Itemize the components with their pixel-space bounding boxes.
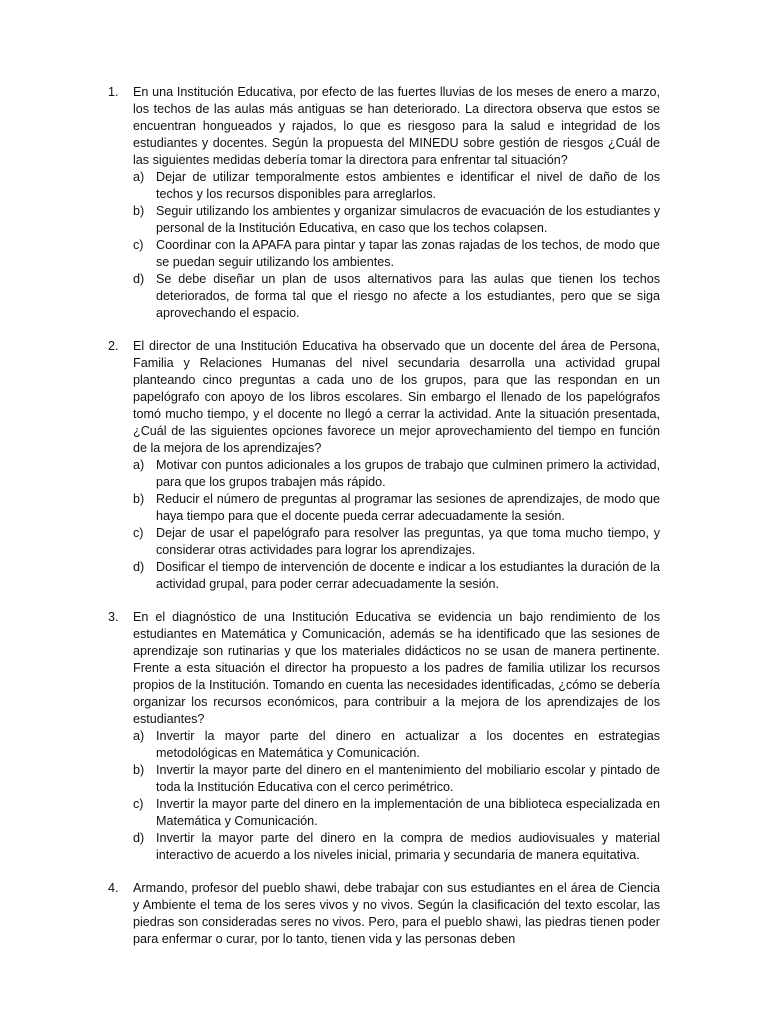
question-number: 1. bbox=[108, 85, 119, 99]
question-text: Armando, profesor del pueblo shawi, debe trabajar con sus estudiantes en el área de Ciencia y Ambiente el tema de los seres vivos y no vivos. Según la clasificación del texto escolar, las piedras son consideradas seres no vivos. Pero, para el pueblo shawi, las piedras tienen poder para enfermar o curar, por lo tanto, tienen vida y las personas deben bbox=[133, 881, 660, 946]
option-list bbox=[133, 169, 660, 322]
question-2 bbox=[108, 338, 660, 593]
question-1 bbox=[108, 84, 660, 322]
option-b bbox=[133, 203, 660, 237]
option-text: Dosificar el tiempo de intervención de docente e indicar a los estudiantes la duración de la actividad grupal, para poder cerrar adecuadamente la sesión. bbox=[156, 560, 660, 591]
question-number: 3. bbox=[108, 610, 119, 624]
option-a bbox=[133, 728, 660, 762]
option-c bbox=[133, 525, 660, 559]
option-text: Se debe diseñar un plan de usos alternativos para las aulas que tienen los techos deteriorados, de forma tal que el riesgo no afecte a los estudiantes, pero que se siga aprovechando el espacio. bbox=[156, 272, 660, 320]
option-text: Motivar con puntos adicionales a los grupos de trabajo que culminen primero la actividad, para que los grupos trabajen más rápido. bbox=[156, 458, 660, 489]
option-b bbox=[133, 491, 660, 525]
option-text: Invertir la mayor parte del dinero en la compra de medios audiovisuales y material interactivo de acuerdo a los niveles inicial, primaria y secundaria de manera equitativa. bbox=[156, 831, 660, 862]
option-letter: d) bbox=[133, 272, 145, 286]
option-text: Invertir la mayor parte del dinero en actualizar a los docentes en estrategias metodológicas en Matemática y Comunicación. bbox=[156, 729, 660, 760]
option-d bbox=[133, 559, 660, 593]
option-d bbox=[133, 271, 660, 322]
option-letter: c) bbox=[133, 526, 144, 540]
option-list bbox=[133, 457, 660, 593]
question-4 bbox=[108, 880, 660, 948]
option-letter: c) bbox=[133, 238, 144, 252]
option-text: Seguir utilizando los ambientes y organizar simulacros de evacuación de los estudiantes y personal de la Institución Educativa, en caso que los techos colapsen. bbox=[156, 204, 660, 235]
option-text: Invertir la mayor parte del dinero en el mantenimiento del mobiliario escolar y pintado de toda la Institución Educativa con el cerco perimétrico. bbox=[156, 763, 660, 794]
option-letter: a) bbox=[133, 170, 145, 184]
option-b bbox=[133, 762, 660, 796]
option-letter: a) bbox=[133, 729, 145, 743]
option-text: Dejar de utilizar temporalmente estos ambientes e identificar el nivel de daño de los techos y los recursos disponibles para arreglarlos. bbox=[156, 170, 660, 201]
option-text: Coordinar con la APAFA para pintar y tapar las zonas rajadas de los techos, de modo que se puedan seguir utilizando los ambientes. bbox=[156, 238, 660, 269]
option-a bbox=[133, 457, 660, 491]
option-text: Reducir el número de preguntas al programar las sesiones de aprendizajes, de modo que haya tiempo para que el docente pueda cerrar adecuadamente la sesión. bbox=[156, 492, 660, 523]
option-letter: a) bbox=[133, 458, 145, 472]
question-text: El director de una Institución Educativa ha observado que un docente del área de Persona, Familia y Relaciones Humanas del nivel secundaria desarrolla una actividad grupal planteando cinco preguntas a cada uno de los grupos, para que las respondan en un papelógrafo con apoyo de los libros escolares. Sin embargo el llenado de los papelógrafos tomó mucho tiempo, y el docente no llegó a cerrar la actividad. Ante la situación presentada, ¿Cuál de las siguientes opciones favorece un mejor aprovechamiento del tiempo en función de la mejora de los aprendizajes? bbox=[133, 339, 660, 455]
question-number: 2. bbox=[108, 339, 119, 353]
option-c bbox=[133, 796, 660, 830]
question-number: 4. bbox=[108, 881, 119, 895]
option-letter: b) bbox=[133, 204, 145, 218]
option-letter: d) bbox=[133, 831, 145, 845]
option-letter: d) bbox=[133, 560, 145, 574]
option-letter: c) bbox=[133, 797, 144, 811]
option-a bbox=[133, 169, 660, 203]
question-3 bbox=[108, 609, 660, 864]
option-letter: b) bbox=[133, 492, 145, 506]
option-text: Dejar de usar el papelógrafo para resolver las preguntas, ya que toma mucho tiempo, y considerar otras actividades para lograr los aprendizajes. bbox=[156, 526, 660, 557]
option-c bbox=[133, 237, 660, 271]
question-list bbox=[108, 84, 660, 948]
option-text: Invertir la mayor parte del dinero en la implementación de una biblioteca especializada en Matemática y Comunicación. bbox=[156, 797, 660, 828]
option-list bbox=[133, 728, 660, 864]
question-text: En el diagnóstico de una Institución Educativa se evidencia un bajo rendimiento de los estudiantes en Matemática y Comunicación, además se ha identificado que las sesiones de aprendizaje son rutinarias y que los materiales didácticos no se usan de manera pertinente. Frente a esta situación el director ha propuesto a los padres de familia utilizar los recursos propios de la Institución. Tomando en cuenta las necesidades identificadas, ¿cómo se debería organizar los recursos económicos, para contribuir a la mejora de los aprendizajes de los estudiantes? bbox=[133, 610, 660, 726]
option-letter: b) bbox=[133, 763, 145, 777]
question-text: En una Institución Educativa, por efecto de las fuertes lluvias de los meses de enero a marzo, los techos de las aulas más antiguas se han deteriorado. La directora observa que estos se encuentran hongueados y rajados, lo que es riesgoso para la salud e integridad de los estudiantes y docentes. Según la propuesta del MINEDU sobre gestión de riesgos ¿Cuál de las siguientes medidas debería tomar la directora para enfrentar tal situación? bbox=[133, 85, 660, 167]
option-d bbox=[133, 830, 660, 864]
